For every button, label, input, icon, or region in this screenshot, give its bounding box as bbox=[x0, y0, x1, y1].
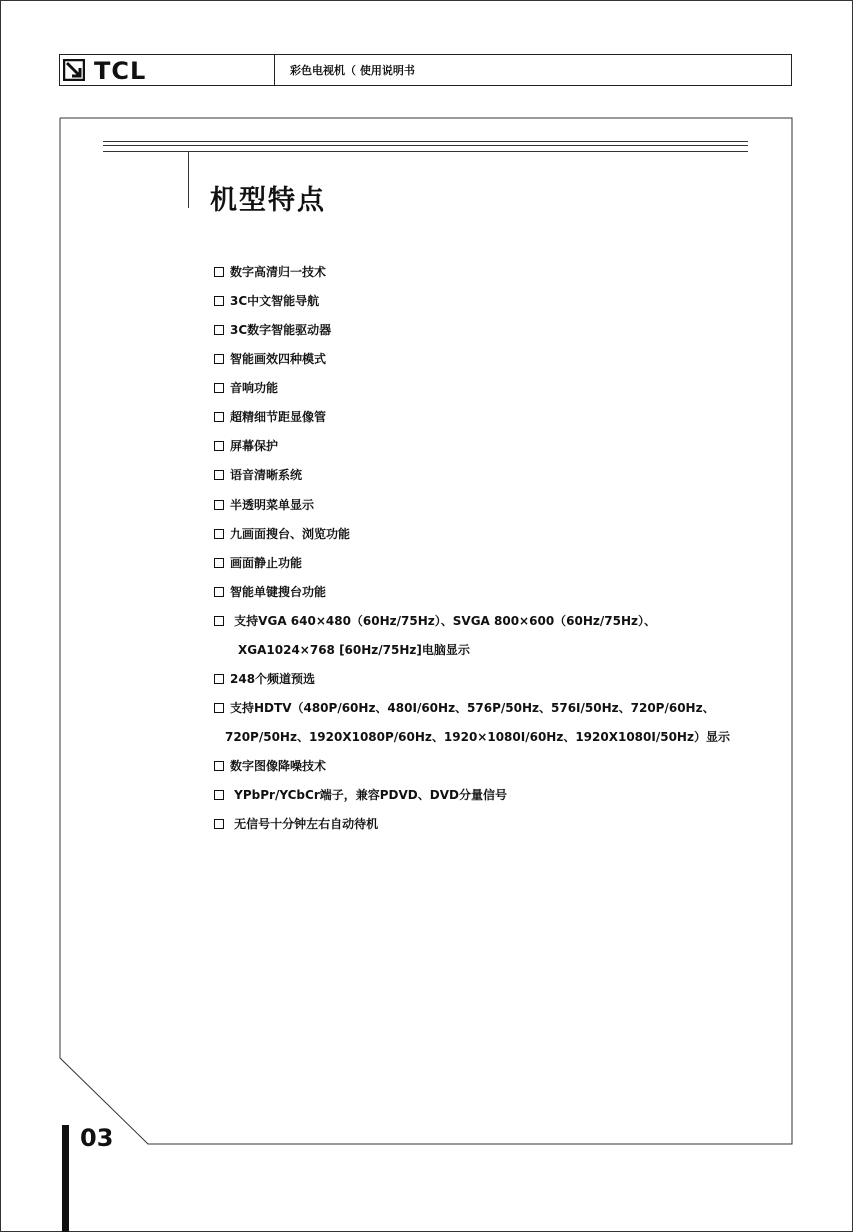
feature-text: 无信号十分钟左右自动待机 bbox=[230, 817, 379, 831]
feature-text: 3C中文智能导航 bbox=[230, 294, 320, 308]
checkbox-square-icon bbox=[214, 819, 224, 829]
feature-text-continuation: 720P/50Hz、1920X1080P/60Hz、1920×1080I/60Hz、1920X1080I/50Hz）显示 bbox=[225, 730, 730, 744]
checkbox-square-icon bbox=[214, 412, 224, 422]
feature-item bbox=[214, 786, 507, 803]
top-rule-3 bbox=[103, 151, 748, 152]
feature-text: 音响功能 bbox=[230, 381, 279, 395]
checkbox-square-icon bbox=[214, 296, 224, 306]
checkbox-square-icon bbox=[214, 441, 224, 451]
checkbox-square-icon bbox=[214, 500, 224, 510]
feature-text: 智能单键搜台功能 bbox=[230, 585, 327, 599]
feature-item bbox=[214, 583, 326, 600]
checkbox-square-icon bbox=[214, 354, 224, 364]
checkbox-square-icon bbox=[214, 674, 224, 684]
checkbox-square-icon bbox=[214, 761, 224, 771]
feature-text: YPbPr/YCbCr端子，兼容PDVD、DVD分量信号 bbox=[230, 788, 507, 802]
feature-item bbox=[214, 321, 331, 338]
feature-text: 超精细节距显像管 bbox=[230, 410, 327, 424]
feature-item bbox=[214, 466, 302, 483]
page-title: 机型特点 bbox=[210, 185, 326, 216]
manual-title: 彩色电视机（ 使用说明书 bbox=[290, 64, 415, 77]
top-rule-1 bbox=[103, 141, 748, 142]
checkbox-square-icon bbox=[214, 703, 224, 713]
feature-item bbox=[214, 350, 326, 367]
feature-item bbox=[214, 379, 278, 396]
feature-item bbox=[214, 496, 314, 513]
feature-text: 智能画效四种模式 bbox=[230, 352, 327, 366]
checkbox-square-icon bbox=[214, 616, 224, 626]
checkbox-square-icon bbox=[214, 383, 224, 393]
feature-item bbox=[214, 699, 715, 716]
feature-text: 支持HDTV（480P/60Hz、480I/60Hz、576P/50Hz、576I/50Hz、720P/60Hz、 bbox=[230, 701, 715, 715]
checkbox-square-icon bbox=[214, 587, 224, 597]
page-number: 03 bbox=[80, 1124, 114, 1152]
brand-name: TCL bbox=[94, 57, 147, 85]
feature-item bbox=[214, 525, 350, 542]
feature-item bbox=[214, 670, 315, 687]
feature-text: 支持VGA 640×480（60Hz/75Hz）、SVGA 800×600（60Hz/75Hz）、 bbox=[230, 614, 657, 628]
feature-text: 数字图像降噪技术 bbox=[230, 759, 327, 773]
feature-text: 数字高清归一技术 bbox=[230, 265, 327, 279]
feature-text: 屏幕保护 bbox=[230, 439, 279, 453]
feature-text: 3C数字智能驱动器 bbox=[230, 323, 332, 337]
checkbox-square-icon bbox=[214, 267, 224, 277]
title-accent-bar bbox=[188, 152, 189, 208]
feature-item bbox=[214, 554, 302, 571]
checkbox-square-icon bbox=[214, 470, 224, 480]
feature-item bbox=[214, 612, 656, 629]
checkbox-square-icon bbox=[214, 790, 224, 800]
feature-item bbox=[214, 408, 326, 425]
feature-item bbox=[214, 437, 278, 454]
feature-text: 九画面搜台、浏览功能 bbox=[230, 527, 351, 541]
feature-text: 248个频道预选 bbox=[230, 672, 316, 686]
page-number-bar bbox=[62, 1125, 69, 1232]
feature-item bbox=[214, 292, 319, 309]
feature-text-continuation: XGA1024×768 [60Hz/75Hz]电脑显示 bbox=[238, 643, 470, 657]
feature-item bbox=[214, 815, 378, 832]
feature-text: 半透明菜单显示 bbox=[230, 498, 315, 512]
checkbox-square-icon bbox=[214, 325, 224, 335]
feature-item bbox=[214, 757, 326, 774]
feature-text: 语音清晰系统 bbox=[230, 468, 303, 482]
feature-item bbox=[214, 263, 326, 280]
top-rule-2 bbox=[103, 145, 748, 146]
checkbox-square-icon bbox=[214, 529, 224, 539]
feature-text: 画面静止功能 bbox=[230, 556, 303, 570]
checkbox-square-icon bbox=[214, 558, 224, 568]
